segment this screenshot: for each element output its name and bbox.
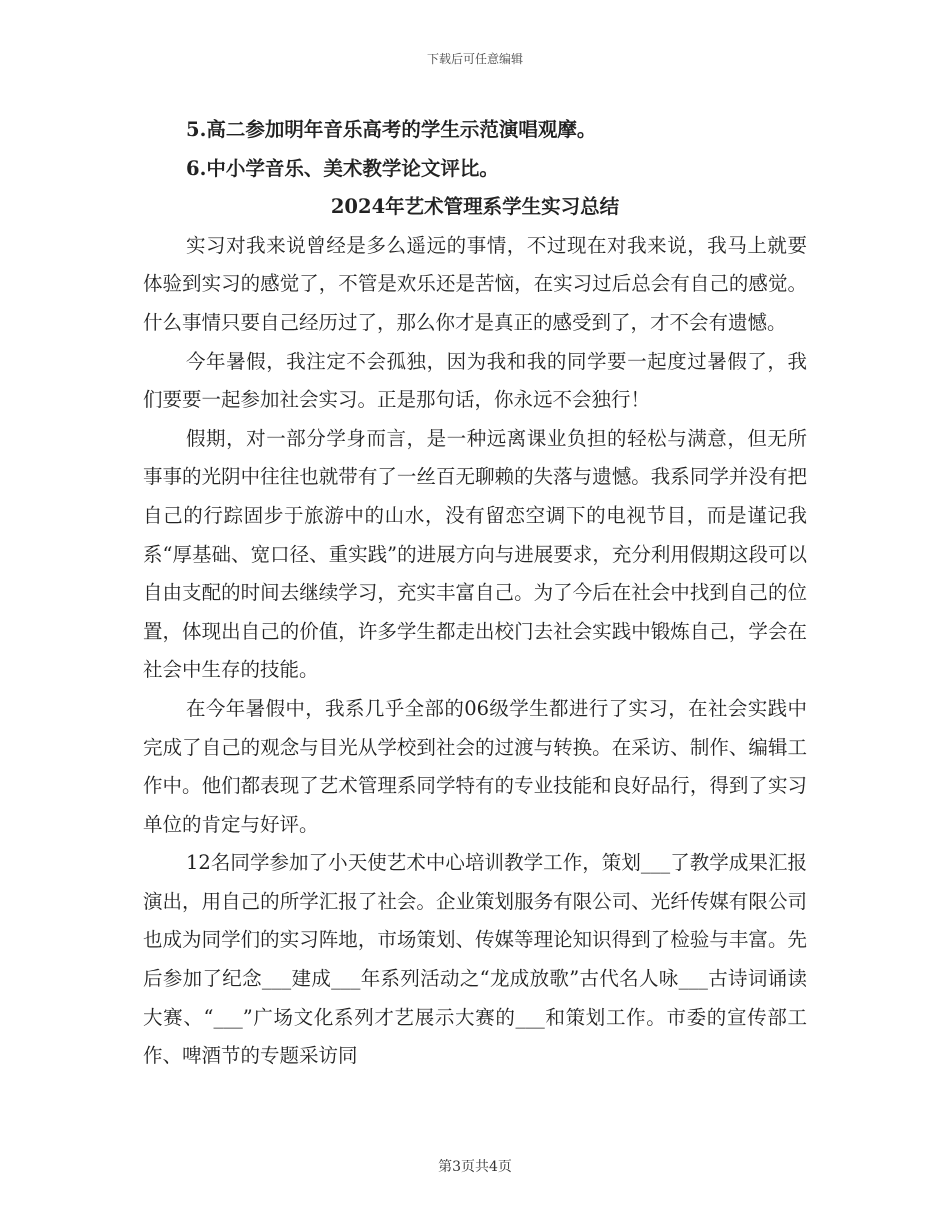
section-title: 2024年艺术管理系学生实习总结 [330,195,620,219]
list-item: 6.中小学音乐、美术教学论文评比。 [186,156,499,180]
document-body [143,111,807,1076]
list-item: 5.高二参加明年音乐高考的学生示范演唱观摩。 [186,118,597,141]
paragraph: 12名同学参加了小天使艺术中心培训教学工作，策划___了教学成果汇报演出，用自己的所学汇报了社会。企业策划服务有限公司、光纤传媒有限公司也成为同学们的实习阵地，市场策划、传媒等理论知识得到了检验与丰富。先后参加了纪念___建成___年系列活动之“龙成放歌”古代名人咏___古诗词诵读大赛、“___”广场文化系列才艺展示大赛的___和策划工作。市委的宣传部工作、啤酒节的专题采访同 [143,851,807,1068]
page-header: 下载后可任意编辑 [426,52,523,66]
paragraph: 今年暑假，我注定不会孤独，因为我和我的同学要一起度过暑假了，我们要要一起参加社会实习。正是那句话，你永远不会独行！ [143,349,807,412]
paragraph: 假期，对一部分学身而言，是一种远离课业负担的轻松与满意，但无所事事的光阴中往往也就带有了一丝百无聊赖的失落与遗憾。我系同学并没有把自己的行踪固步于旅游中的山水，没有留恋空调下的电视节目，而是谨记我系“厚基础、宽口径、重实践”的进展方向与进展要求，充分利用假期这段可以自由支配的时间去继续学习，充实丰富自己。为了今后在社会中找到自己的位置，体现出自己的价值，许多学生都走出校门去社会实践中锻炼自己，学会在社会中生存的技能。 [143,426,807,682]
paragraph: 在今年暑假中，我系几乎全部的06级学生都进行了实习，在社会实践中完成了自己的观念与目光从学校到社会的过渡与转换。在采访、制作、编辑工作中。他们都表现了艺术管理系同学特有的专业技能和良好品行，得到了实习单位的肯定与好评。 [143,696,807,836]
page-footer: 第3页共4页 [438,1159,512,1175]
paragraph: 实习对我来说曾经是多么遥远的事情，不过现在对我来说，我马上就要体验到实习的感觉了，不管是欢乐还是苦恼，在实习过后总会有自己的感觉。什么事情只要自己经历过了，那么你才是真正的感受到了，才不会有遗憾。 [143,233,807,334]
